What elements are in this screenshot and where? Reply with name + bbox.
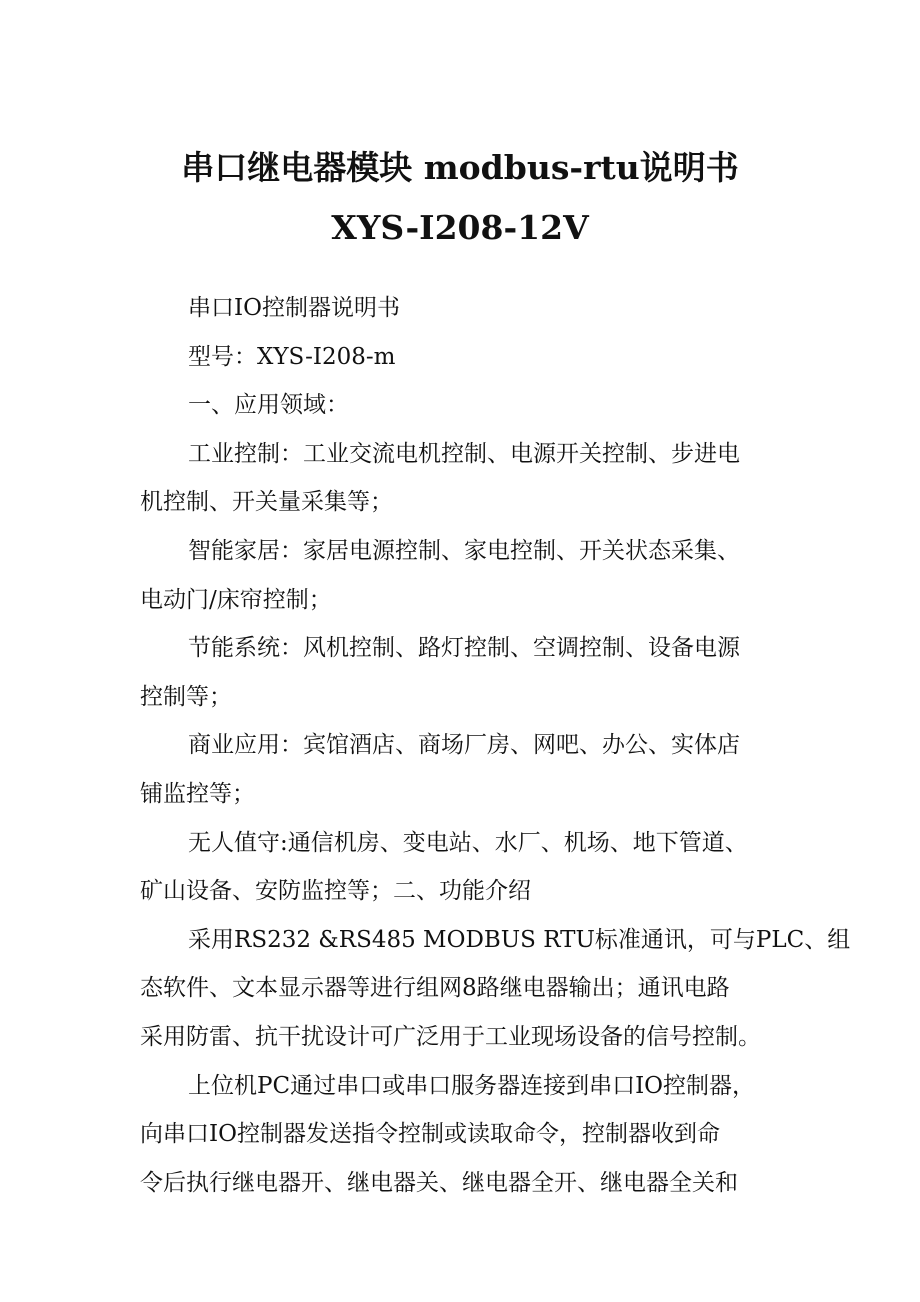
text-line: 型号：XYS-I208-m	[188, 343, 396, 370]
text-line: 矿山设备、安防监控等；二、功能介绍	[140, 878, 531, 905]
text-line: 商业应用：宾馆酒店、商场厂房、网吧、办公、实体店	[188, 732, 740, 759]
document-body	[140, 284, 851, 1207]
text-line: 令后执行继电器开、继电器关、继电器全开、继电器全关和	[140, 1169, 738, 1196]
text-line: 态软件、文本显示器等进行组网8路继电器输出；通讯电路	[140, 975, 730, 1002]
text-line: 铺监控等；	[140, 780, 255, 807]
text-line: 采用RS232 &RS485 MODBUS RTU标准通讯，可与PLC、组	[188, 926, 851, 953]
text-line: 智能家居：家居电源控制、家电控制、开关状态采集、	[188, 537, 740, 564]
text-line: 工业控制：工业交流电机控制、电源开关控制、步进电	[188, 440, 740, 467]
document-title: 串口继电器模块 modbus-rtu说明书	[181, 148, 739, 187]
text-line: 节能系统：风机控制、路灯控制、空调控制、设备电源	[188, 635, 740, 662]
text-line: 向串口IO控制器发送指令控制或读取命令，控制器收到命	[140, 1121, 720, 1148]
document-model-title: XYS-I208-12V	[331, 208, 589, 247]
text-line: 电动门/床帘控制；	[140, 586, 332, 613]
text-line: 串口IO控制器说明书	[188, 295, 400, 321]
text-line: 采用防雷、抗干扰设计可广泛用于工业现场设备的信号控制。	[140, 1023, 761, 1050]
text-line: 控制等；	[140, 683, 232, 710]
text-line: 机控制、开关量采集等；	[140, 489, 393, 516]
text-line: 无人值守:通信机房、变电站、水厂、机场、地下管道、	[188, 829, 748, 856]
text-line: 一、应用领域：	[188, 392, 349, 419]
text-line: 上位机PC通过串口或串口服务器连接到串口IO控制器，	[188, 1072, 756, 1099]
